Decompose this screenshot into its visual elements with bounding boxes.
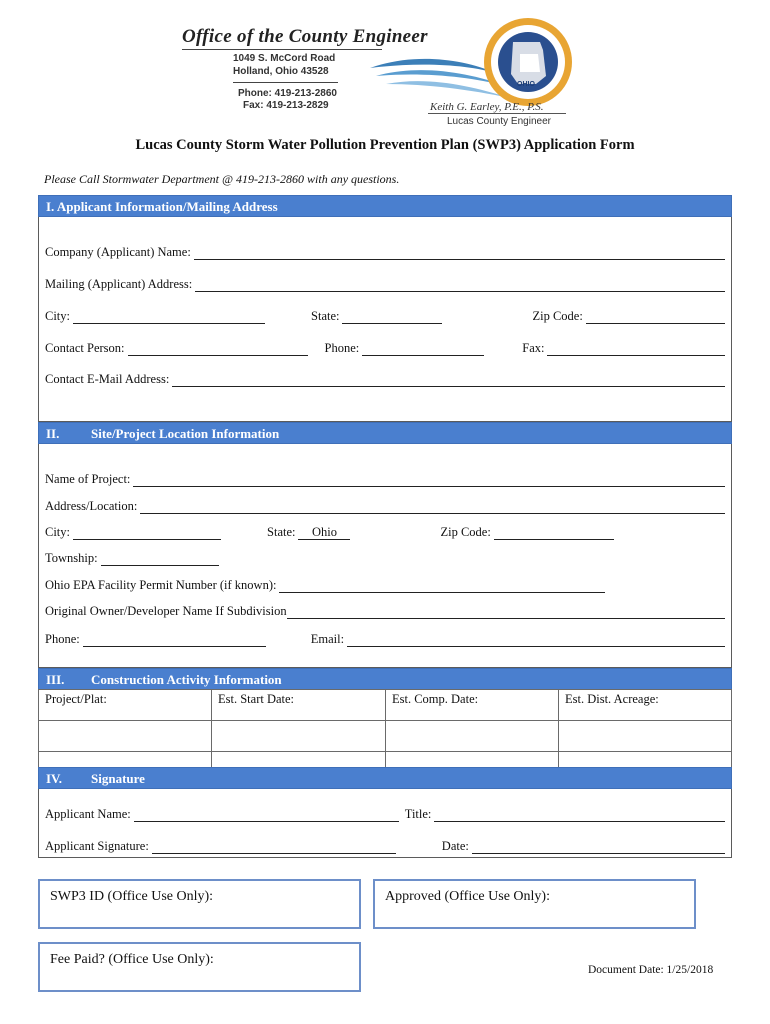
signature-label: Applicant Signature:: [45, 839, 149, 853]
state-field[interactable]: [342, 309, 442, 324]
applicant-title-field[interactable]: [434, 807, 725, 822]
table-header-row: [39, 690, 732, 721]
owner-row: [45, 604, 725, 619]
approved-label: Approved (Office Use Only):: [385, 889, 550, 904]
address-line2: Holland, Ohio 43528: [233, 66, 329, 77]
section-signature-header: [38, 767, 732, 789]
col-comp-date: Est. Comp. Date:: [386, 690, 559, 721]
applicant-name-label: Applicant Name:: [45, 807, 131, 821]
fee-paid-box[interactable]: [38, 942, 361, 992]
project-label: Name of Project:: [45, 472, 131, 486]
date-label: Date:: [441, 839, 469, 853]
table-cell[interactable]: [559, 721, 732, 752]
site-phone-row: [45, 632, 725, 647]
applicant-name-field[interactable]: [134, 807, 399, 822]
state-label: State:: [311, 309, 340, 323]
site-zip-field[interactable]: [494, 525, 614, 540]
epa-permit-field[interactable]: [279, 578, 605, 593]
email-label: Contact E-Mail Address:: [45, 372, 170, 386]
fee-paid-label: Fee Paid? (Office Use Only):: [50, 952, 214, 967]
epa-label: Ohio EPA Facility Permit Number (if known):: [45, 578, 277, 592]
mailing-label: Mailing (Applicant) Address:: [45, 277, 193, 291]
city-state-zip-row: [45, 309, 725, 324]
city-field[interactable]: [73, 309, 265, 324]
township-field[interactable]: [101, 551, 219, 566]
section-title: I. Applicant Information/Mailing Address: [46, 199, 278, 214]
project-row: [45, 472, 725, 487]
contact-row: [45, 341, 725, 356]
document-date: Document Date: 1/25/2018: [588, 964, 714, 976]
section-title: Construction Activity Information: [91, 672, 282, 687]
site-state-field[interactable]: Ohio: [298, 525, 350, 540]
mailing-row: [45, 277, 725, 292]
contact-person-field[interactable]: [128, 341, 308, 356]
address-line1: 1049 S. McCord Road: [233, 53, 336, 64]
epa-row: [45, 578, 605, 593]
section-number: II.: [46, 426, 60, 441]
owner-label: Original Owner/Developer Name If Subdivision: [45, 604, 287, 618]
table-cell[interactable]: [386, 721, 559, 752]
email-label: Email:: [310, 632, 345, 646]
zip-field[interactable]: [586, 309, 725, 324]
site-phone-field[interactable]: [83, 632, 266, 647]
county-engineer-logo: [368, 14, 578, 114]
state-label: State:: [267, 525, 296, 539]
table-cell[interactable]: [39, 721, 212, 752]
section-applicant-header: [38, 195, 732, 217]
col-project-plat: Project/Plat:: [39, 690, 212, 721]
swp3-id-label: SWP3 ID (Office Use Only):: [50, 889, 214, 904]
seal-state: OHIO: [517, 81, 535, 88]
email-row: [45, 372, 725, 387]
city-label: City:: [45, 309, 71, 323]
zip-label: Zip Code:: [532, 309, 583, 323]
section-construction-header: [38, 668, 732, 690]
engineer-title: Lucas County Engineer: [447, 116, 551, 127]
address-label: Address/Location:: [45, 499, 138, 513]
site-email-field[interactable]: [347, 632, 725, 647]
project-name-field[interactable]: [133, 472, 725, 487]
phone-label: Phone:: [324, 341, 360, 355]
city-label: City:: [45, 525, 71, 539]
signature-date-field[interactable]: [472, 839, 725, 854]
township-row: [45, 551, 345, 566]
applicant-signature-field[interactable]: [152, 839, 396, 854]
owner-field[interactable]: [287, 604, 725, 619]
section-number: III.: [46, 672, 65, 687]
title-label: Title:: [404, 807, 432, 821]
col-start-date: Est. Start Date:: [212, 690, 386, 721]
form-title: Lucas County Storm Water Pollution Prevention Plan (SWP3) Application Form: [135, 137, 635, 153]
header-phone: Phone: 419-213-2860: [238, 88, 337, 99]
header-divider: [182, 49, 382, 50]
section-number: IV.: [46, 771, 63, 786]
col-acreage: Est. Dist. Acreage:: [559, 690, 732, 721]
site-city-field[interactable]: [73, 525, 221, 540]
signature-row: [45, 839, 725, 854]
contact-email-field[interactable]: [172, 372, 725, 387]
zip-label: Zip Code:: [440, 525, 491, 539]
section-title: Site/Project Location Information: [91, 426, 280, 441]
phone-label: Phone:: [45, 632, 80, 646]
approved-box[interactable]: [373, 879, 696, 929]
phone-field[interactable]: [362, 341, 484, 356]
section-site-header: [38, 422, 732, 444]
fax-field[interactable]: [547, 341, 725, 356]
engineer-signature: Keith G. Earley, P.E., P.S.: [430, 101, 544, 113]
location-row: [45, 499, 725, 514]
table-row: [39, 721, 732, 752]
site-city-row: [45, 525, 645, 540]
company-label: Company (Applicant) Name:: [45, 245, 191, 259]
table-cell[interactable]: [212, 721, 386, 752]
swp3-id-box[interactable]: [38, 879, 361, 929]
mailing-address-field[interactable]: [195, 277, 725, 292]
fax-label: Fax:: [522, 341, 545, 355]
header-divider-2: [233, 82, 338, 83]
instruction-note: Please Call Stormwater Department @ 419-213-2860 with any questions.: [44, 172, 400, 186]
contact-label: Contact Person:: [45, 341, 125, 355]
section-title: Signature: [91, 771, 145, 786]
company-row: [45, 245, 725, 260]
signature-line: [428, 113, 566, 114]
applicant-name-row: [45, 807, 725, 822]
header-fax: Fax: 419-213-2829: [243, 100, 329, 111]
township-label: Township:: [45, 551, 98, 565]
company-name-field[interactable]: [194, 245, 725, 260]
location-field[interactable]: [140, 499, 725, 514]
office-name: Office of the County Engineer: [182, 26, 428, 47]
